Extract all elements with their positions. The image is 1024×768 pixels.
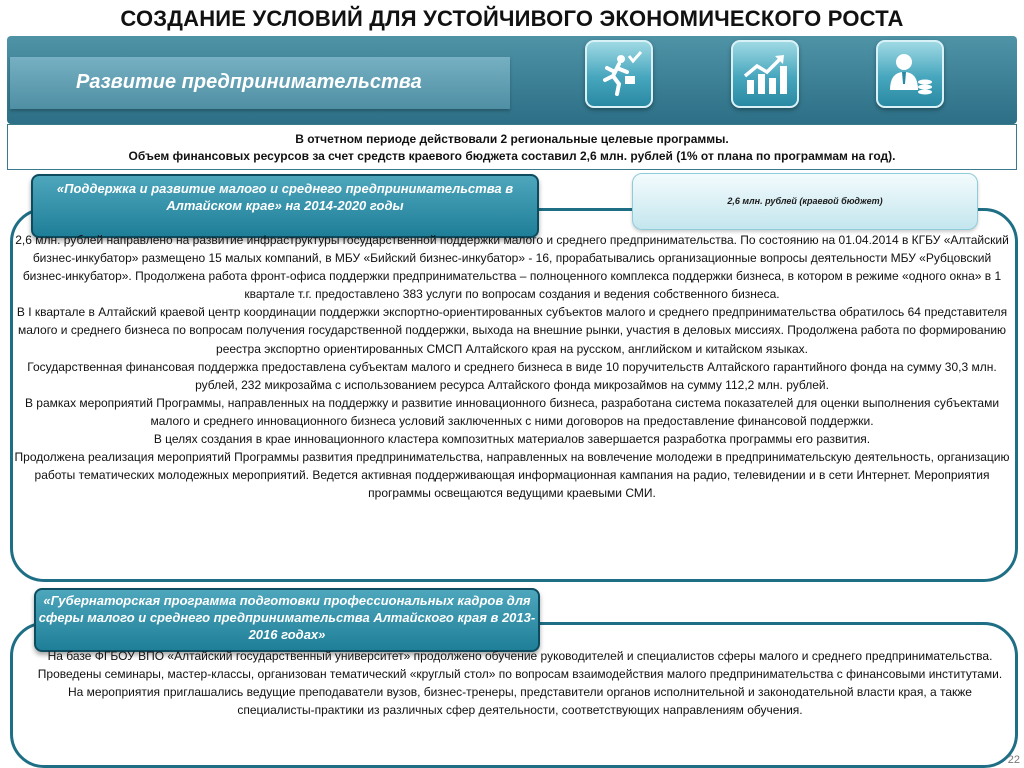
program2-paragraph: Проведены семинары, мастер-классы, организован тематический «круглый стол» по вопросам взаимодействия малого предпринимательства с финансовыми институтами. На мероприятия приглашались ведущие преподаватели вузов, бизнес-тренеры, представители органов исполнительной и законодательной власти края, а также специалисты-практики из различных сфер деятельности, соответствующих направлениям обучения. [37,667,1003,718]
section-tab [10,57,510,109]
page-number: 22 [1007,754,1020,766]
program2-title: «Губернаторская программа подготовки профессиональных кадров для сферы малого и среднего предпринимательства Алтайского края в 2013-2016 годах» [34,588,540,652]
program1-title: «Поддержка и развитие малого и среднего предпринимательства в Алтайском крае» на 2014-2020 годы [31,174,539,238]
info-box [7,124,1017,170]
program1-body [14,231,1010,502]
info-line-2: Объем финансовых ресурсов за счет средств краевого бюджета составил 2,6 млн. рублей (1% от плана по программам на год). [128,149,896,163]
program1-paragraph: Продолжена реализация мероприятий Программы развития предпринимательства, направленных на вовлечение молодежи в предпринимательскую деятельность, организацию работы тематических молодежных мероприятий. Ведется активная поддерживающая информационная кампания на радио, телевидении и в сети Интернет. Мероприятия программы освещаются ведущими краевыми СМИ. [14,450,1010,501]
businessman-coins-icon [876,40,944,108]
program1-paragraph: 2,6 млн. рублей направлено на развитие инфраструктуры государственной поддержки малого и среднего предпринимательства. По состоянию на 01.04.2014 в КГБУ «Алтайский бизнес-инкубатор» размещено 15 малых компаний, в МБУ «Бийский бизнес-инкубатор» - 16, прорабатывались организационные вопросы деятельности МБУ «Рубцовский бизнес-инкубатор». Продолжена работа фронт-офиса поддержки предпринимательства – полноценного комплекса поддержки бизнеса, в котором в режиме «одного окна» в 1 квартале т.г. предоставлено 383 услуги по вопросам создания и ведения собственного бизнеса. [15,233,1009,302]
program2-body [30,647,1010,719]
program1-budget: 2,6 млн. рублей (краевой бюджет) [632,173,978,230]
program2-paragraph: На базе ФГБОУ ВПО «Алтайский государственный университет» продолжено обучение руководителей и специалистов сферы малого и среднего предпринимательства. [47,649,993,663]
running-man-check-icon [585,40,653,108]
growth-chart-icon [731,40,799,108]
program1-paragraph: В целях создания в крае инновационного кластера композитных материалов завершается разработка программы его развития. [153,432,871,447]
section-label: Развитие предпринимательства [76,71,422,93]
info-line-1: В отчетном периоде действовали 2 региональные целевые программы. [295,132,729,146]
program1-paragraph: Государственная финансовая поддержка предоставлена субъектам малого и среднего бизнеса в виде 10 поручительств Алтайского гарантийного фонда на сумму 30,3 млн. рублей, 232 микрозайма с использованием ресурса Алтайского фонда микрозаймов на сумму 112,2 млн. рублей. [27,359,997,392]
program1-paragraph: В I квартале в Алтайский краевой центр координации поддержки экспортно-ориентированных субъектов малого и среднего предпринимательства обратилось 64 представителя малого и среднего бизнеса по вопросам получения государственной поддержки, выхода на внешние рынки, участия в деловых миссиях. Продолжена работа по формированию реестра экспортно ориентированных СМСП Алтайского края на русском, английском и китайском языках. [16,305,1008,356]
page-title: СОЗДАНИЕ УСЛОВИЙ ДЛЯ УСТОЙЧИВОГО ЭКОНОМИЧЕСКОГО РОСТА [120,6,904,31]
program1-paragraph: В рамках мероприятий Программы, направленных на поддержку и развитие инновационного бизнеса, разработана система показателей для оценки выполнения субъектами малого и среднего инновационного бизнеса условий заключенных с ними договоров на предоставление финансовой поддержки. [24,395,1000,428]
